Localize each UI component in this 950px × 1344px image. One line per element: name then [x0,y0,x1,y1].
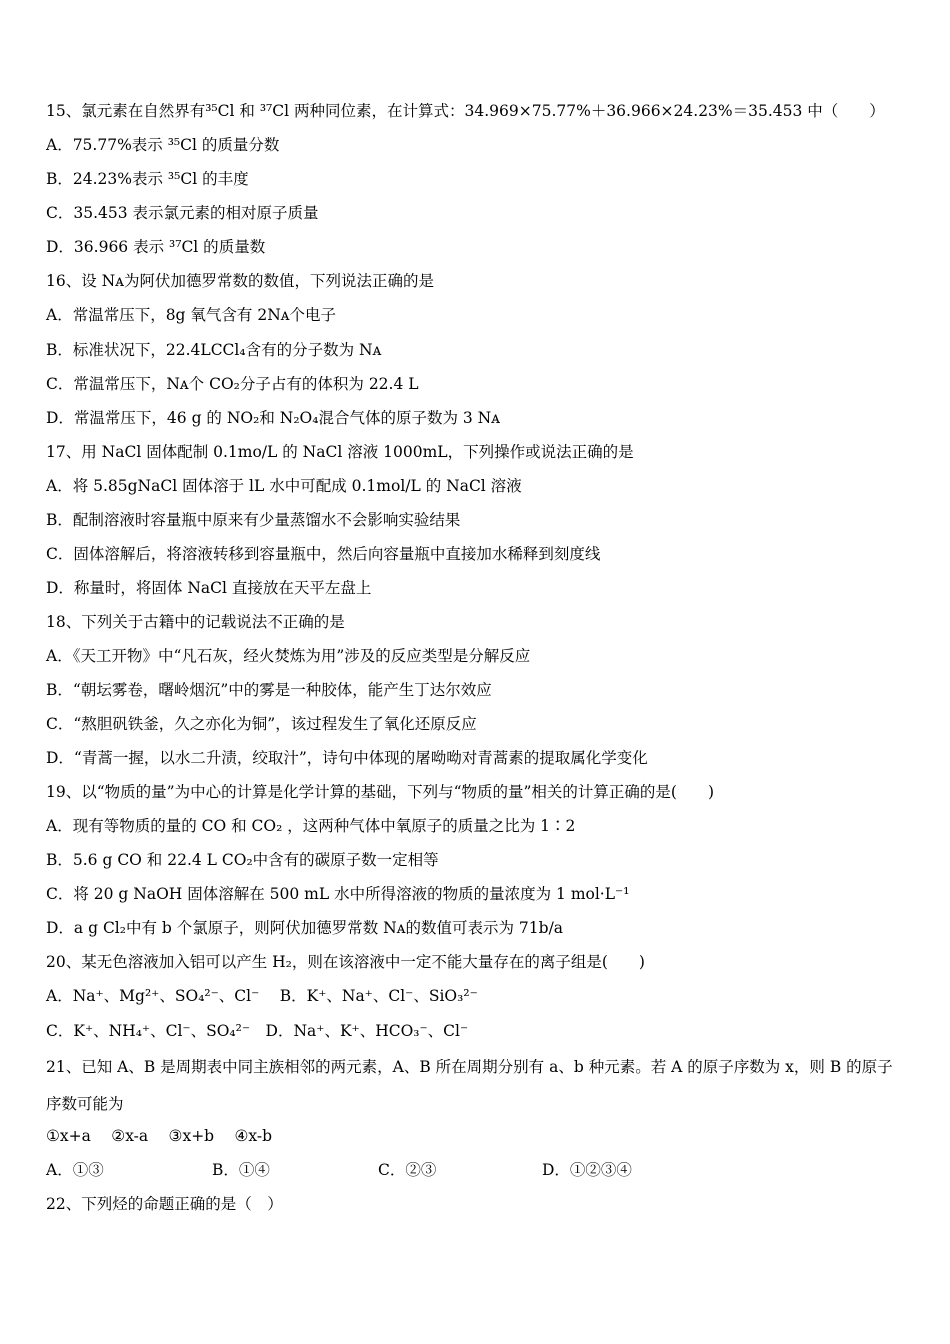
question-19-option-d: D．a g Cl₂中有 b 个氯原子，则阿伏加德罗常数 Nᴀ的数值可表示为 71b/a [46,919,564,937]
question-20-options-cd: C．K⁺、NH₄⁺、Cl⁻、SO₄²⁻ D．Na⁺、K⁺、HCO₃⁻、Cl⁻ [46,1022,469,1040]
question-18-option-b: B．“朝坛雾卷，曙岭烟沉”中的雾是一种胶体，能产生丁达尔效应 [46,681,492,699]
question-21-stem-continued: 序数可能为 [46,1095,124,1113]
question-17-option-c: C．固体溶解后，将溶液转移到容量瓶中，然后向容量瓶中直接加水稀释到刻度线 [46,545,601,563]
question-18-option-a: A．《天工开物》中“凡石灰，经火焚炼为用”涉及的反应类型是分解反应 [46,647,531,665]
question-20-stem: 20、某无色溶液加入铝可以产生 H₂，则在该溶液中一定不能大量存在的离子组是( ) [46,953,645,971]
question-21-option-c: C．②③ [378,1161,437,1179]
question-18-option-c: C．“熬胆矾铁釜，久之亦化为铜”，该过程发生了氧化还原反应 [46,715,477,733]
question-18-stem: 18、下列关于古籍中的记载说法不正确的是 [46,613,345,631]
question-17-option-b: B．配制溶液时容量瓶中原来有少量蒸馏水不会影响实验结果 [46,511,461,529]
question-20-options-ab: A．Na⁺、Mg²⁺、SO₄²⁻、Cl⁻ B．K⁺、Na⁺、Cl⁻、SiO₃²⁻ [46,987,478,1005]
question-16-option-a: A．常温常压下，8g 氧气含有 2Nᴀ个电子 [46,306,337,324]
question-16-option-b: B．标准状况下，22.4LCCl₄含有的分子数为 Nᴀ [46,341,382,359]
question-17-option-d: D．称量时，将固体 NaCl 直接放在天平左盘上 [46,579,372,597]
question-21-option-d: D．①②③④ [542,1161,632,1179]
question-15-option-c: C．35.453 表示氯元素的相对原子质量 [46,204,319,222]
question-16-stem: 16、设 Nᴀ为阿伏加德罗常数的数值，下列说法正确的是 [46,272,434,290]
question-21-stem: 21、已知 A、B 是周期表中同主族相邻的两元素，A、B 所在周期分别有 a、b 种元素。若 A 的原子序数为 x，则 B 的原子 [46,1058,893,1076]
question-15-option-d: D．36.966 表示 ³⁷Cl 的质量数 [46,238,266,256]
question-16-option-c: C．常温常压下，Nᴀ个 CO₂分子占有的体积为 22.4 L [46,375,419,393]
question-15-option-b: B．24.23%表示 ³⁵Cl 的丰度 [46,170,249,188]
question-19-option-b: B．5.6 g CO 和 22.4 L CO₂中含有的碳原子数一定相等 [46,851,439,869]
question-15-option-a: A．75.77%表示 ³⁵Cl 的质量分数 [46,136,280,154]
question-17-option-a: A．将 5.85gNaCl 固体溶于 lL 水中可配成 0.1mol/L 的 NaCl 溶液 [46,477,522,495]
question-21-choices: ①x+a ②x-a ③x+b ④x-b [46,1127,273,1145]
question-21-option-a: A．①③ [46,1161,104,1179]
question-16-option-d: D．常温常压下，46 g 的 NO₂和 N₂O₄混合气体的原子数为 3 Nᴀ [46,409,500,427]
question-19-option-c: C．将 20 g NaOH 固体溶解在 500 mL 水中所得溶液的物质的量浓度为 1 mol·L⁻¹ [46,885,630,903]
question-17-stem: 17、用 NaCl 固体配制 0.1mo/L 的 NaCl 溶液 1000mL，下列操作或说法正确的是 [46,443,634,461]
question-18-option-d: D．“青蒿一握，以水二升渍，绞取汁”，诗句中体现的屠呦呦对青蒿素的提取属化学变化 [46,749,648,767]
question-21-option-b: B．①④ [212,1161,270,1179]
question-15-stem: 15、氯元素在自然界有³⁵Cl 和 ³⁷Cl 两种同位素，在计算式：34.969×75.77%＋36.966×24.23%＝35.453 中（ ） [46,102,885,120]
question-19-stem: 19、以“物质的量”为中心的计算是化学计算的基础，下列与“物质的量”相关的计算正确的是( ) [46,783,715,801]
question-19-option-a: A．现有等物质的量的 CO 和 CO₂ ，这两种气体中氧原子的质量之比为 1∶2 [46,817,576,835]
question-22-stem: 22、下列烃的命题正确的是（ ） [46,1195,283,1213]
